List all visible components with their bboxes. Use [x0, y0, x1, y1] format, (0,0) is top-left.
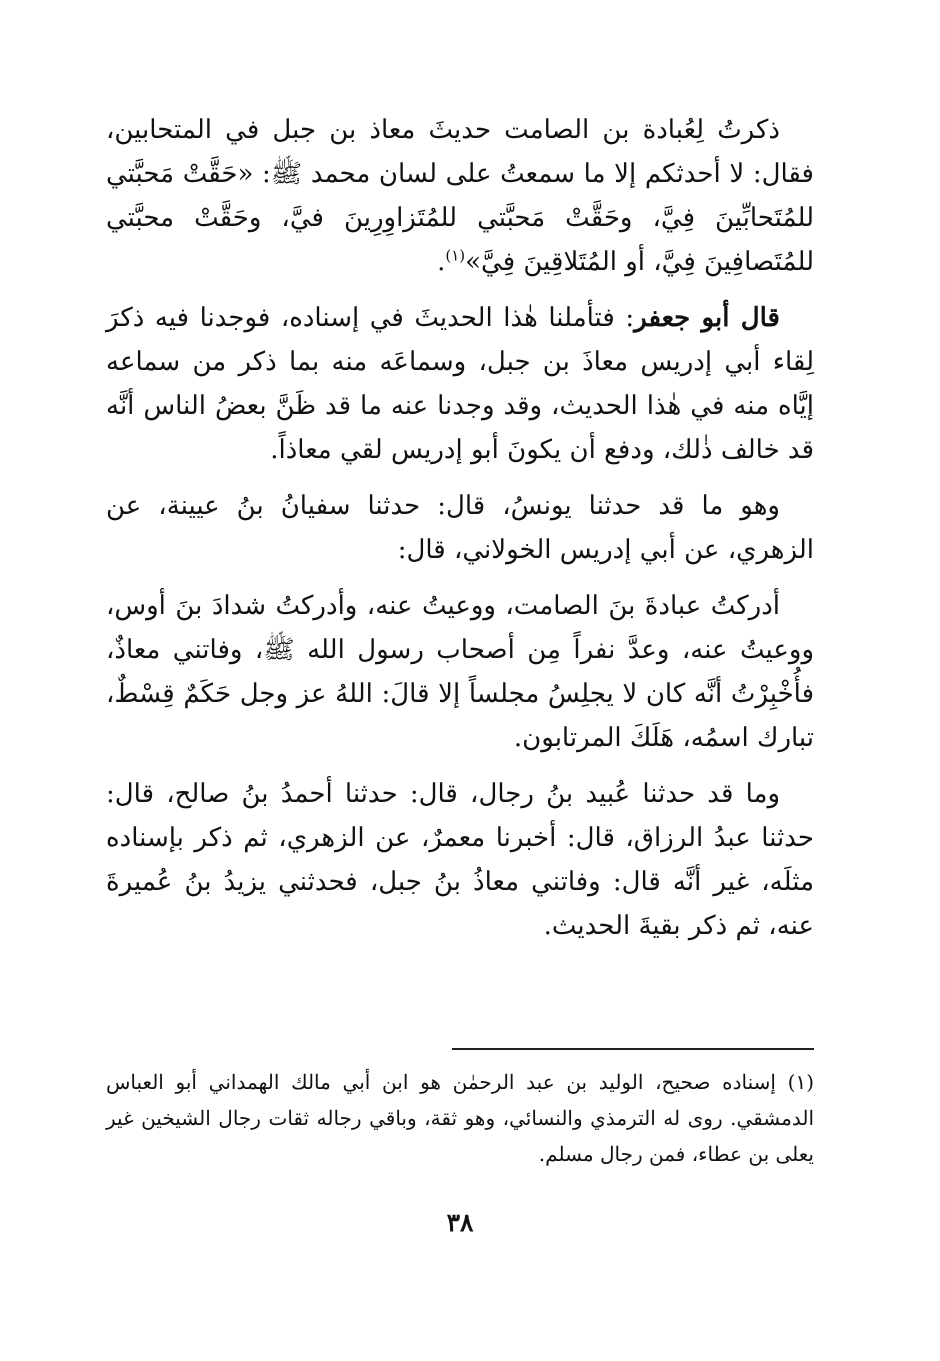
paragraph-3 [106, 484, 814, 572]
main-text [106, 108, 814, 948]
footnote-1-marker: (١) [787, 1070, 814, 1094]
paragraph-2-lead: قال أبو جعفر [634, 303, 780, 333]
footnote-1-text: إسناده صحيح، الوليد بن عبد الرحمٰن هو ابن أبي مالك الهمداني أبو العباس الدمشقي. روى له الترمذي والنسائي، وهو ثقة، وباقي رجاله ثقات رجال الشيخين غير يعلى بن عطاء، فمن رجال مسلم. [106, 1070, 814, 1166]
paragraph-1 [106, 108, 814, 284]
page-number: ٣٨ [446, 1208, 474, 1237]
paragraph-4-text: أدركتُ عبادةَ بنَ الصامت، ووعيتُ عنه، وأدركتُ شدادَ بنَ أوس، ووعيتُ عنه، وعدَّ نفراً مِن أصحاب رسول الله ﷺ، وفاتني معاذٌ، فأُخْبِرْتُ أنَّه كان لا يجلِسُ مجلساً إلا قالَ: اللهُ عز وجل حَكَمٌ قِسْطٌ، تبارك اسمُه، هَلَكَ المرتابون. [106, 591, 814, 753]
footnote-separator [452, 1048, 814, 1050]
footnote-marker: (١) [445, 246, 466, 265]
paragraph-3-text: وهو ما قد حدثنا يونسُ، قال: حدثنا سفيانُ بنُ عيينة، عن الزهري، عن أبي إدريس الخولاني، قال: [106, 491, 814, 565]
paragraph-2 [106, 296, 814, 472]
footnotes [106, 1064, 814, 1172]
paragraph-4 [106, 584, 814, 760]
paragraph-5-text: وما قد حدثنا عُبيد بنُ رجال، قال: حدثنا أحمدُ بنُ صالح، قال: حدثنا عبدُ الرزاق، قال: أخبرنا معمرٌ، عن الزهري، ثم ذكر بإسناده مثلَه، غير أنَّه قال: وفاتني معاذُ بنُ جبل، فحدثني يزيدُ بنُ عُميرةَ عنه، ثم ذكر بقيةَ الحديث. [106, 779, 814, 941]
paragraph-1-text: ذكرتُ لِعُبادة بن الصامت حديثَ معاذ بن جبل في المتحابين، فقال: لا أحدثكم إلا ما سمعتُ على لسان محمد ﷺ: «حَقَّتْ مَحبَّتي للمُتَحابِّينَ فِيَّ، وحَقَّتْ مَحبَّتي للمُتَزاوِرِينَ فيَّ، وحَقَّتْ محبَّتي للمُتَصافِينَ فِيَّ، أو المُتَلاقِينَ فِيَّ» [106, 115, 814, 277]
paragraph-5 [106, 772, 814, 948]
footnote-1 [106, 1064, 814, 1172]
paragraph-1-tail: . [437, 247, 446, 277]
paragraph-2-text: : فتأملنا هٰذا الحديثَ في إسناده، فوجدنا فيه ذكرَ لِقاء أبي إدريس معاذَ بن جبل، وسماعَه منه بما ذكر من سماعه إيَّاه منه في هٰذا الحديث، وقد وجدنا عنه ما قد ظَنَّ بعضُ الناس أنَّه قد خالف ذٰلك، ودفع أن يكونَ أبو إدريس لقي معاذاً. [106, 303, 814, 465]
